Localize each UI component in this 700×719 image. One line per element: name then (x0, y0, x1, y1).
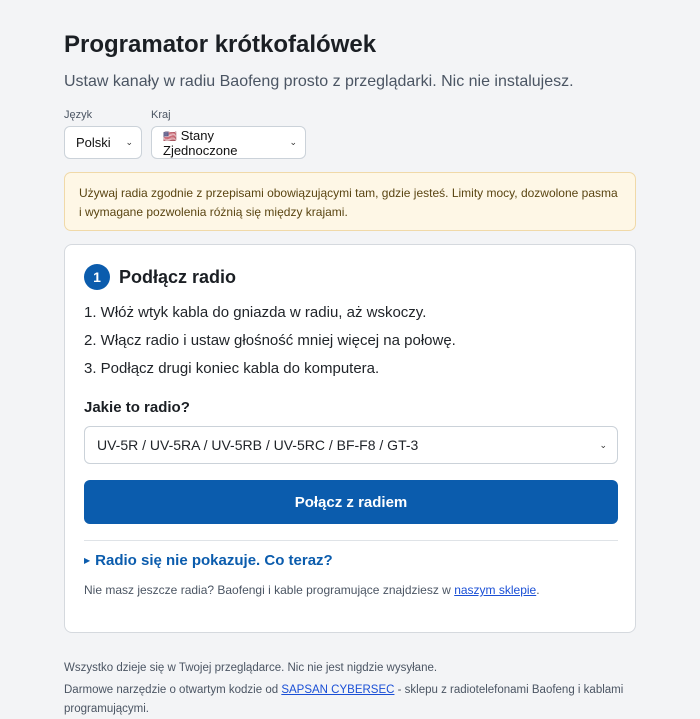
language-select[interactable] (64, 126, 142, 159)
chevron-down-icon: ⌄ (289, 137, 297, 147)
country-group (151, 108, 306, 159)
flag-icon: 🇺🇸 (163, 130, 177, 143)
radio-model-label: Jakie to radio? (84, 399, 190, 416)
divider (84, 540, 618, 541)
list-item: 1. Włóż wtyk kabla do gniazda w radiu, aż wskoczy. (84, 304, 427, 321)
credits-suffix: - sklepu z radiotelefonami Baofeng i kablami programującymi. (64, 684, 624, 715)
list-item: 3. Podłącz drugi koniec kabla do komputera. (84, 360, 380, 377)
selectors-row (64, 108, 636, 159)
triangle-right-icon: ▶ (84, 556, 91, 565)
shop-link[interactable]: naszym sklepie (454, 583, 537, 597)
shop-note-text: Nie masz jeszcze radia? Baofengi i kable programujące znajdziesz w (84, 583, 455, 597)
language-group (64, 108, 142, 159)
radio-model-value: UV-5R / UV-5RA / UV-5RB / UV-5RC / BF-F8 / GT-3 (97, 437, 419, 453)
legal-warning: Używaj radia zgodnie z przepisami obowiązującymi tam, gdzie jesteś. Limity mocy, dozwolone pasma i wymagane pozwolenia różnią się między krajami. (64, 172, 636, 231)
step-card (64, 244, 636, 633)
shop-note-suffix: . (536, 583, 540, 597)
language-label: Język (64, 109, 93, 121)
country-value: Stany Zjednoczone (163, 127, 238, 158)
chevron-down-icon: ⌄ (125, 137, 133, 147)
troubleshoot-toggle[interactable] (84, 552, 616, 569)
connect-radio-button[interactable]: Połącz z radiem (84, 480, 618, 524)
footer (64, 659, 636, 719)
page-subtitle: Ustaw kanały w radiu Baofeng prosto z przeglądarki. Nic nie instalujesz. (64, 73, 574, 90)
credits-prefix: Darmowe narzędzie o otwartym kodzie od (64, 684, 282, 696)
sapsan-link[interactable]: SAPSAN CYBERSEC (281, 684, 395, 696)
country-label: Kraj (151, 109, 171, 121)
shop-note (84, 583, 616, 597)
country-select[interactable] (151, 126, 306, 159)
troubleshoot-label: Radio się nie pokazuje. Co teraz? (95, 552, 333, 569)
step-title: Podłącz radio (119, 266, 237, 287)
country-value-wrap (163, 128, 283, 158)
language-value: Polski (76, 135, 111, 150)
step-number-badge: 1 (84, 264, 110, 290)
page-title: Programator krótkofalówek (64, 31, 377, 58)
instructions-list (84, 303, 616, 379)
radio-model-select[interactable] (84, 426, 618, 464)
list-item: 2. Włącz radio i ustaw głośność mniej więcej na połowę. (84, 332, 456, 349)
page (64, 0, 636, 719)
chevron-down-icon: ⌄ (599, 439, 607, 450)
credits-note (64, 681, 636, 719)
privacy-note: Wszystko dzieje się w Twojej przeglądarce. Nic nie jest nigdzie wysyłane. (64, 662, 438, 674)
step-header (84, 264, 616, 290)
